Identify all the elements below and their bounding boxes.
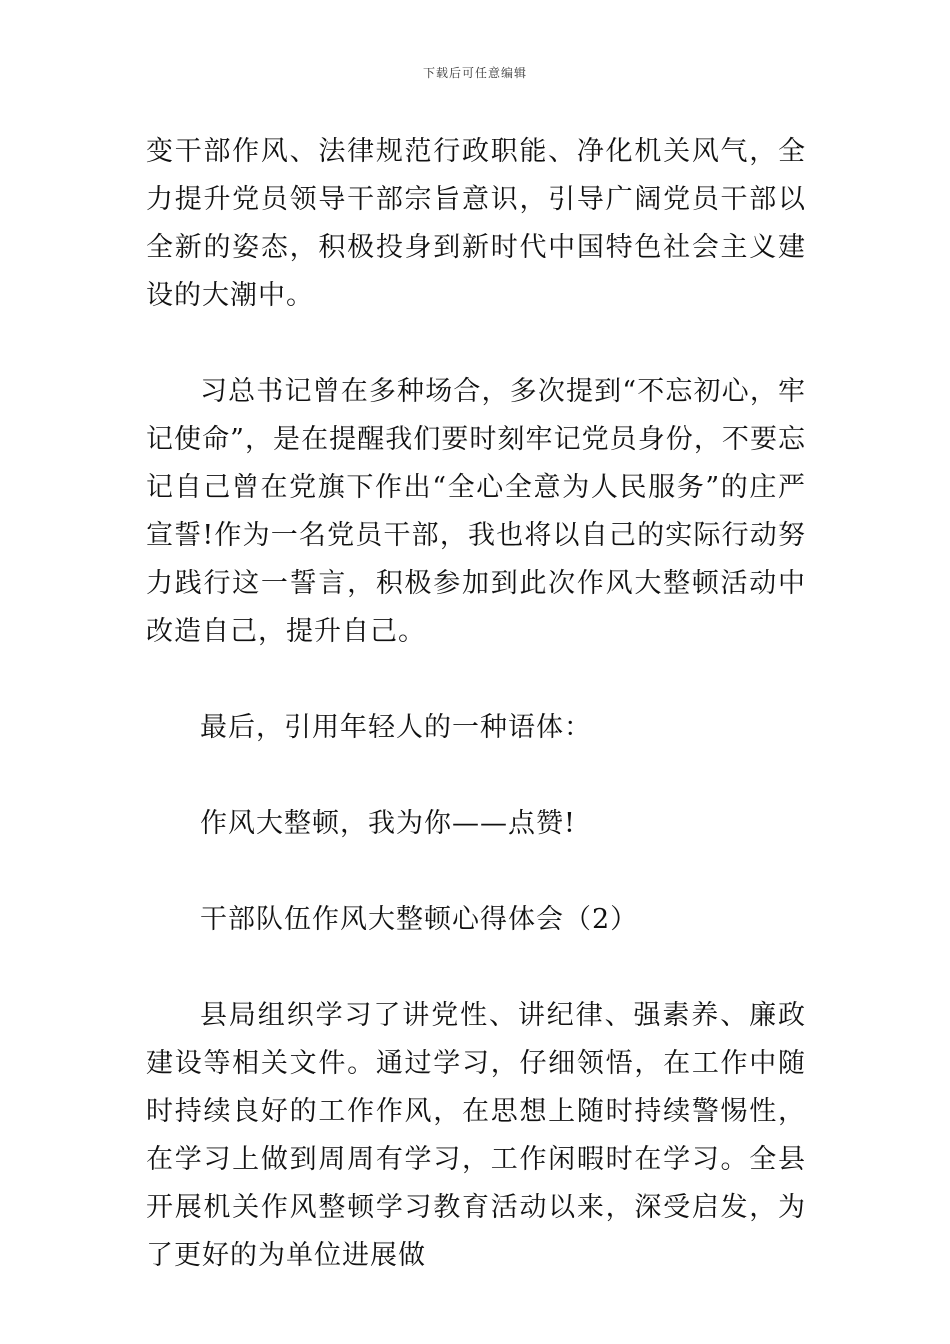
paragraph-gap [146, 656, 806, 704]
paragraph-gap [146, 320, 806, 368]
paragraph-continuation: 变干部作风、法律规范行政职能、净化机关风气，全力提升党员领导干部宗旨意识，引导广阔党员干部以全新的姿态，积极投身到新时代中国特色社会主义建设的大潮中。 [146, 136, 806, 311]
document-body [146, 128, 806, 1280]
paragraph-gap [146, 848, 806, 896]
page-header-note: 下载后可任意编辑 [422, 66, 527, 80]
paragraph-initial-mission: 习总书记曾在多种场合，多次提到“不忘初心，牢记使命”，是在提醒我们要时刻牢记党员身份，不要忘记自己曾在党旗下作出“全心全意为人民服务”的庄严宣誓!作为一名党员干部，我也将以自己的实际行动努力践行这一誓言，积极参加到此次作风大整顿活动中改造自己，提升自己。 [146, 376, 806, 647]
paragraph-quote-intro: 最后，引用年轻人的一种语体： [200, 712, 592, 743]
paragraph-gap [146, 752, 806, 800]
paragraph-county-study: 县局组织学习了讲党性、讲纪律、强素养、廉政建设等相关文件。通过学习，仔细领悟，在工作中随时持续良好的工作作风，在思想上随时持续警惕性，在学习上做到周周有学习，工作闲暇时在学习。全县开展机关作风整顿学习教育活动以来，深受启发，为了更好的为单位进展做 [146, 1000, 806, 1271]
paragraph-praise: 作风大整顿，我为你——点赞! [200, 808, 576, 839]
section-heading: 干部队伍作风大整顿心得体会（2） [200, 904, 639, 935]
paragraph-gap [146, 944, 806, 992]
